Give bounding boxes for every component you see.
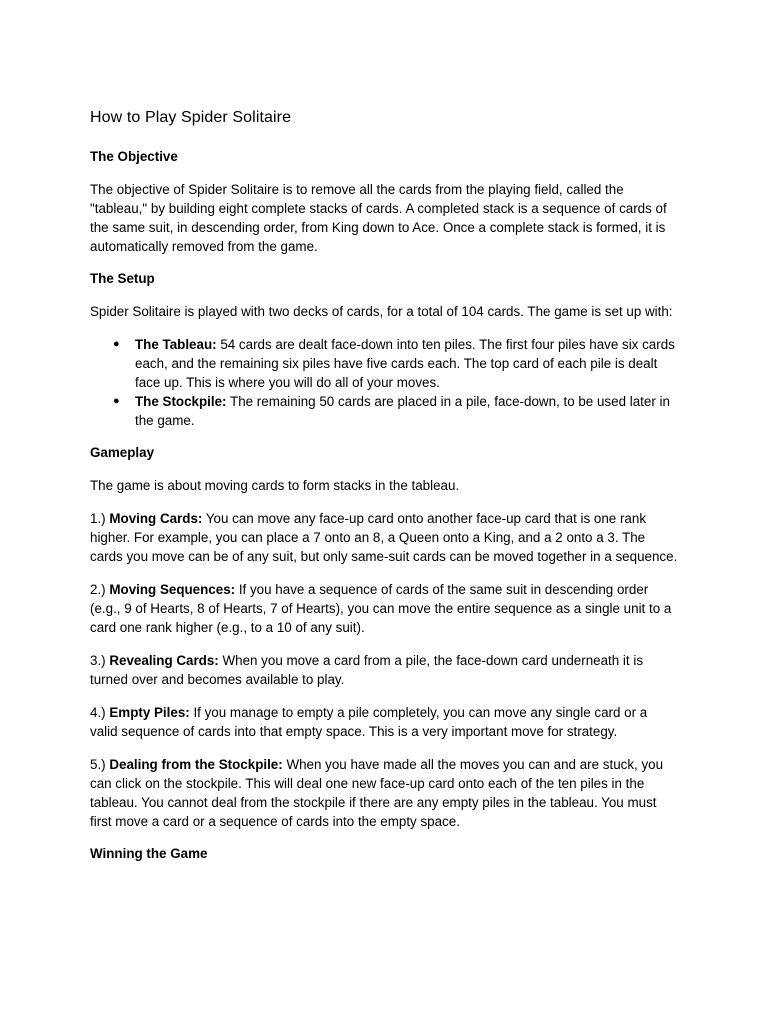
heading-gameplay: Gameplay — [90, 445, 155, 460]
step-term: Moving Sequences: — [109, 582, 236, 597]
bullet-item-stockpile — [113, 392, 678, 430]
bullet-dot-icon: ● — [113, 338, 120, 350]
step-term: Dealing from the Stockpile: — [109, 757, 283, 772]
step-text: If you have a sequence of cards of the same suit in descending order (e.g., 9 of Hearts, 8 of Hearts, 7 of Hearts), you can move the entire sequence as a single unit to a card one rank higher (e.g., to a 10 of any suit). — [90, 582, 672, 635]
bullet-term: The Stockpile: — [135, 394, 227, 409]
gameplay-step-moving-cards — [90, 509, 678, 566]
step-text: When you move a card from a pile, the face-down card underneath it is turned over and becomes available to play. — [90, 653, 644, 687]
paragraph-gameplay-intro: The game is about moving cards to form stacks in the tableau. — [90, 478, 460, 493]
step-number: 4.) — [90, 705, 110, 720]
bullet-dot-icon: ● — [113, 395, 120, 407]
paragraph-objective: The objective of Spider Solitaire is to remove all the cards from the playing field, called the "tableau," by building eight complete stacks of cards. A completed stack is a sequence of cards of the same suit, in descending order, from King down to Ace. Once a complete stack is formed, it is automatically removed from the game. — [90, 182, 667, 254]
step-number: 5.) — [90, 757, 110, 772]
step-term: Revealing Cards: — [109, 653, 219, 668]
bullet-text: The remaining 50 cards are placed in a pile, face-down, to be used later in the game. — [135, 394, 670, 428]
step-text: When you have made all the moves you can and are stuck, you can click on the stockpile. This will deal one new face-up card onto each of the ten piles in the tableau. You cannot deal from the stockpile if there are any empty piles in the tableau. You must first move a card or a sequence of cards into the empty space. — [90, 757, 664, 829]
step-number: 2.) — [90, 582, 110, 597]
setup-bullet-list — [90, 335, 678, 430]
step-number: 1.) — [90, 511, 110, 526]
heading-objective: The Objective — [90, 149, 178, 164]
heading-winning: Winning the Game — [90, 846, 208, 861]
document-title: How to Play Spider Solitaire — [90, 109, 292, 126]
step-number: 3.) — [90, 653, 110, 668]
paragraph-setup-intro: Spider Solitaire is played with two decks of cards, for a total of 104 cards. The game is set up with: — [90, 304, 673, 319]
gameplay-step-revealing-cards — [90, 651, 678, 689]
step-term: Moving Cards: — [109, 511, 203, 526]
step-term: Empty Piles: — [109, 705, 190, 720]
gameplay-step-empty-piles — [90, 703, 678, 741]
bullet-term: The Tableau: — [135, 337, 217, 352]
step-text: You can move any face-up card onto another face-up card that is one rank higher. For example, you can place a 7 onto an 8, a Queen onto a King, and a 2 onto a 3. The cards you move can be of any suit, but only same-suit cards can be moved together in a sequence. — [90, 511, 678, 564]
gameplay-step-moving-sequences — [90, 580, 678, 637]
bullet-item-tableau — [113, 335, 678, 392]
heading-setup: The Setup — [90, 271, 155, 286]
bullet-text: 54 cards are dealt face-down into ten piles. The first four piles have six cards each, and the remaining six piles have five cards each. The top card of each pile is dealt face up. This is where you will do all of your moves. — [135, 337, 675, 390]
step-text: If you manage to empty a pile completely, you can move any single card or a valid sequence of cards into that empty space. This is a very important move for strategy. — [90, 705, 648, 739]
gameplay-step-dealing-stockpile — [90, 755, 678, 831]
